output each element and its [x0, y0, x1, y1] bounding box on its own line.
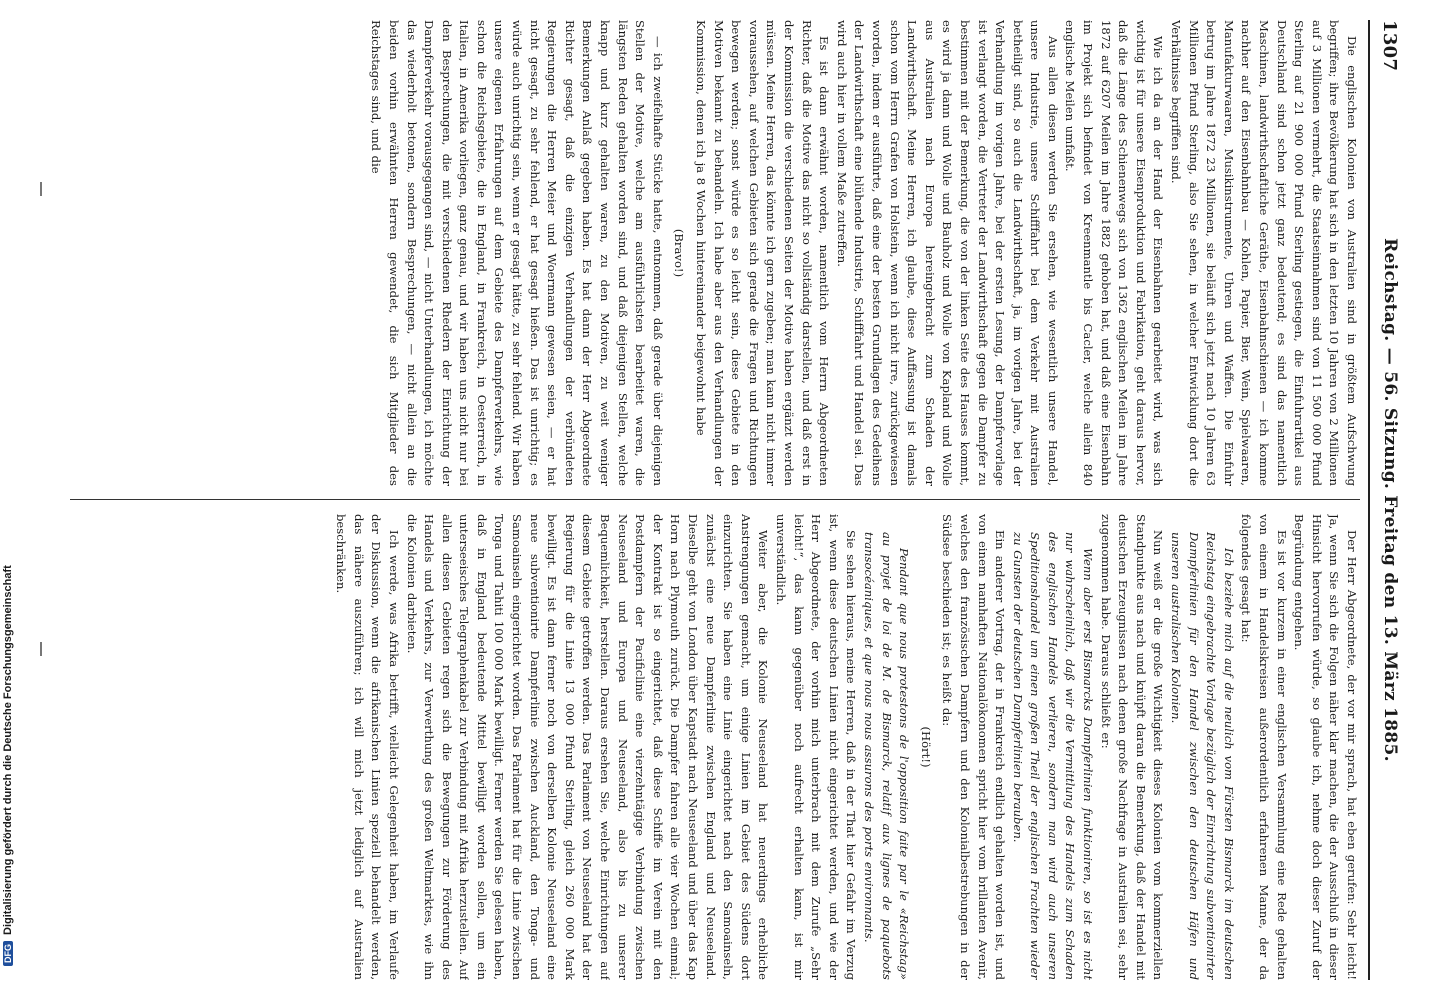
column-divider	[70, 499, 1360, 500]
interjection: (Hört!)	[918, 726, 933, 768]
french-quotation: Pendant que nous protestons de l'opposition faite par le «Reichstag» au projet de loi de M. de Bismarck, relatif aux lignes de paquebots transocéaniques, et que nous nous assurons des ports environnants.	[861, 532, 912, 980]
paragraph: — ich zweifelhafte Stücke hatte, entnommen, daß gerade über diejenigen Stellen der Motive, welche am ausführlichsten bearbeitet waren, die längsten Reden gehalten worden sind, und daß diejenigen Stellen, welche knapp und kurz gehalten waren, zu den Motiven, zu weit weniger Bemerkungen Anlaß gegeben haben. Es hat dann der Herr Abgeordnete Richter gesagt, daß die einzigen Verhandlungen der verbündeten Regierungen die Herren Meier und Woermann gewesen seien, — er hat nicht gesagt, zu sehr fehlend, er hat gesagt hießen. Das ist unrichtig; es würde auch unrichtig sein, wenn er gesagt hätte, zu sehr fehlend. Wir haben unsere eigenen Erfahrungen auf dem Gebiete des Dampferverkehrs, wie schon die Reichsgebiete, die in England, in Frankreich, in Oesterreich, in Italien, in Amerika vorliegen, ganz genau, und wir haben uns nicht nur bei den Besprechungen, die mit verschiedenen Rhedern der Einrichtung der Dampferverkehr vorausgegangen sind, — nicht Unterhandlungen, ich möchte das wiederholt betonen, sondern Besprechungen, — nicht allein an die beiden vorhin erwähnten Herren gewendet, die sich Mitglieder des Reichstages sind, und die	[369, 20, 665, 486]
scan-edge-marks	[40, 0, 44, 1000]
page-title: Reichstag. — 56. Sitzung. Freitag den 13. März 1885.	[1380, 238, 1400, 762]
quotation: Wenn aber erst Bismarcks Dampferlinien funktioniren, so ist es nicht nur wahrscheinlich, daß wir die Vermittlung des Handels zum Schaden des englischen Handels verlieren, sondern man wird auch unseren Speditionshandel um einen großen Theil der englischen Frachten wieder zu Gunsten der deutschen Dampferlinien berauben.	[1010, 532, 1096, 980]
paragraph: Ein anderer Vortrag, der in Frankreich endlich gehalten worden ist, und von einem namhaften Nationalökonomen spricht hier vom brillanten Avenir, welches den französischen Dampfern und den Kolonialbestrebungen in der Südsee beschieden ist; es heißt da:	[940, 514, 1008, 980]
scan-mark	[40, 182, 42, 196]
header-rule	[1368, 20, 1370, 980]
paragraph: Wie ich da an der Hand der Eisenbahnen gearbeitet wird, was sich wichtig ist für unsere Eisenproduktion und Fabrikation, geht daraus hervor, daß die Länge des Schienenwegs sich von 1362 englischen Meilen im Jahre 1872 auf 6207 Meilen im Jahre 1882 gehoben hat, und daß eine Eisenbahn im Projekt sich befindet von Kreenmantle bis Cacler, welche allein 840 englische Meilen umfaßt.	[1063, 20, 1166, 486]
paragraph: Es ist vor kurzem in einer englischen Versammlung eine Rede gehalten von einem in Handelskreisen außerordentlich erfahrenen Manne, der da folgendes gesagt hat:	[1239, 514, 1289, 980]
paragraph: Aus allen diesen werden Sie ersehen, wie wesentlich unsere Handel, unsere Industrie, unsere Schifffahrt bei dem Verkehr mit Australien betheiligt sind, so auch die Landwirthschaft, ja, im vorigen Jahre, bei der Verhandlung im vorigen Jahre, bei der ersten Lesung, der Dampfervorlage ist verlangt worden, die Vertreter der Landwirthschaft gegen die Dampfer zu bestimmen mit der Bemerkung, die von der linken Seite des Hauses kommt, es wird ja dann und Wolle und Bauholz und Wolle von Kapland und Wolle aus Australien nach Europa hereingebracht zum Schaden der Landwirthschaft. Meine Herren, ich glaube, diese Auffassung ist damals schon vom Herrn Grafen von Holstein, wenn ich nicht irre, zurückgewiesen worden, indem er ausführte, daß eine der besten Grundlagen des Gedeihens der Landwirthschaft eine blühende Industrie, Schifffahrt und Handel sei. Das wird auch hier in vollem Maße zutreffen.	[834, 20, 1060, 486]
paragraph: Sie sehen hieraus, meine Herren, daß in der That hier Gefahr im Verzug ist, wenn diese deutschen Linien nicht eingerichtet werden, und wie der Herr Abgeordnete, der vorhin mich unterbrach mit dem Zurufe „Sehr leicht!“, das kann gegenüber noch aufrecht erhalten kann, ist mir unverständlich.	[774, 514, 859, 980]
scan-mark	[40, 642, 42, 656]
paragraph: Es ist dann erwähnt worden, namentlich vom Herrn Abgeordneten Richter, daß die Motive das nicht so vollständig darstellen, und daß erst in der Kommission die verschiedenen Seiten der Motive haben ergänzt werden müssen. Meine Herren, das könnte ich gern zugeben; man kann nicht immer voraussehen, auf welchen Gebieten sich gerade die Fragen und Richtungen bewegen werden; sonst würde es so leicht sein, diese Gebiete in den Motiven bekannt zu behandeln. Ich habe aber aus den Verhandlungen der Kommission, denen ich ja 8 Wochen hintereinander beigewohnt habe	[694, 20, 832, 486]
right-column	[70, 514, 1360, 980]
dfg-logo-icon: DFG	[3, 941, 13, 966]
paragraph: Weiter aber, die Kolonie Neuseeland hat neuerdings erhebliche Anstrengungen gemacht, um einige Linien im Gebiet des Südens dort einzurichten. Sie haben eine Linie eingerichtet nach den Samoainseln, zunächst eine neue Dampferlinie zwischen England und Neuseeland. Dieselbe geht von London über Kapstadt nach Neuseeland und über das Kap Horn nach Plymouth zurück. Die Dampfer fahren alle vier Wochen einmal; der Kontrakt ist so eingerichtet, daß diese Schiffe im Verein mit den Postdampfern der Pacificlinie eine vierzehntägige Verbindung zwischen Neuseeland und Europa und Neuseeland, also bis zu unserer Bequemlichkeit, herstellen. Daraus ersehen Sie, welche Einrichtungen auf diesem Gebiete getroffen werden. Das Parlament von Neuseeland hat der Regierung für die Linie 13 000 Pfund Sterling, gleich 260 000 Mark bewilligt. Es ist dann ferner noch von derselben Kolonie Neuseeland eine neue subventionirte Dampferlinie zwischen Auckland, den Tonga- und Samoainseln eingerichtet worden. Das Parlament hat für die Linie zwischen Tonga und Tahiti 100 000 Mark bewilligt. Ferner werden Sie gelesen haben, daß in England bedeutende Mittel bewilligt worden sollen, um ein unterseeisches Telegraphenkabel zur Verbindung mit Afrika herzustellen. Auf allen diesen Gebieten regen sich die Bewegungen zur Förderung des Handels und Verkehrs, zur Verwerthung des großen Weltmarktes, wie ihn die Kolonien darbieten.	[404, 514, 771, 980]
document-page	[56, 0, 1416, 1000]
paragraph: Ich werde, was Afrika betrifft, vielleicht Gelegenheit haben, im Verlaufe der Diskussion, wenn die afrikanischen Linien speziell behandelt werden, das nähere auszuführen; ich will mich jetzt lediglich auf Australien beschränken.	[334, 514, 401, 980]
sidebar-credit	[2, 0, 14, 1000]
quotation: Ich beziehe mich auf die neulich vom Fürsten Bismarck im deutschen Reichstag eingebrachte Vorlage bezüglich der Einrichtung subventionirter Dampferlinien für den Handel zwischen den deutschen Häfen und unseren australischen Kolonien.	[1169, 532, 1236, 980]
page-header	[1374, 20, 1404, 980]
interjection: (Bravo!)	[672, 228, 687, 278]
left-column	[70, 20, 1360, 486]
paragraph: Nun weiß er die große Wichtigkeit dieses Kolonien vom kommerziellen Standpunkte aus nach und knüpft daran die Bemerkung, daß der Handel mit deutschen Erzeugnissen nach denen große Nachfrage in Australien sei, sehr zugenommen habe. Daraus schließt er:	[1098, 514, 1166, 980]
paragraph: Der Herr Abgeordnete, der vor mir sprach, hat eben gerufen: Sehr leicht! Ja, wenn Sie sich die Folgen näher klar machen, die der Ausschluß in dieser Hinsicht hervorrufen würde, so glaube ich, nehme doch dieser Zuruf der Begründung entgehen.	[1292, 514, 1359, 980]
credit-text: Digitalisierung gefördert durch die Deutsche Forschungsgemeinschaft	[2, 565, 14, 935]
paragraph: Die englischen Kolonien von Australien sind in größtem Aufschwung begriffen; ihre Bevölkerung hat sich in den letzten 10 Jahren von 2 Millionen auf 3 Millionen vermehrt, die Staatseinnahmen sind von 11 500 000 Pfund Sterling auf 21 900 000 Pfund Sterling gestiegen, die Einfuhrartikel aus Deutschland sind schon jetzt ganz bedeutend; es sind das namentlich Maschinen, landwirthschaftliche Geräthe, Eisenbahnschienen — ich komme nachher auf den Eisenbahnbau — Kohlen, Papier, Bier, Wein, Spielwaaren, Manufakturwaaren, Musikinstrumente, Uhren und Waffen. Die Einfuhr betrug im Jahre 1872 23 Millionen, sie beläuft sich jetzt nach 10 Jahren 63 Millionen Pfund Sterling, also Sie sehen, in welcher Entwicklung dort die Verhältnisse begriffen sind.	[1169, 20, 1359, 486]
digitization-sidebar	[0, 0, 16, 1000]
page-number: 1307	[1379, 20, 1400, 72]
